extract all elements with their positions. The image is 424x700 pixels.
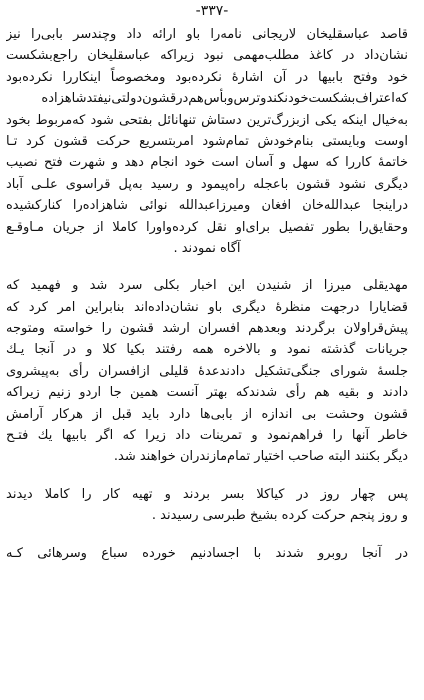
text-line: دیگر بکنند البته صاحب اختیار تمام‌مازندران خواهند شد. (113, 449, 408, 465)
text-line: جلسهٔ شورای جنگی‌تشکیل دادندعدهٔ قلیلی ازافسران رأی به‌پیشروی (6, 363, 408, 379)
body-text (6, 24, 408, 564)
paragraph-4 (6, 543, 408, 564)
text-line: جریانات گذشته نمود و بالاخره همه رفتند بکیا کلا و در آنجا یـك (6, 342, 408, 358)
text-line: به‌خیال اینکه یکی ازبزرگ‌ترین دستاش تنهانائل بفتحی شود که‌مربوط بخود (6, 112, 408, 128)
paragraph-2 (6, 275, 408, 468)
text-line: دادند و بقیه هم رأی شدندکه بهتر آنست همین جا اردو زنیم زیراکه (6, 385, 408, 401)
text-line: که‌اعتراف‌بشکست‌خودنکندوترس‌و‌بأس‌هم‌درقشون‌دولتی‌نیفتدشاهزاده (41, 91, 408, 107)
text-line: اوست وبایستی بنام‌خودش تمام‌شود امربتسریع حرکت قشون کرد تـا (6, 133, 408, 149)
text-line: و روز پنجم حرکت کرده بشیخ طبرسی رسیدند . (151, 508, 408, 524)
text-line: دراینجا عبدالله‌خان افغان ومیرزاعبدالله نوائی شاهزاده‌را کنار‌کشیده (6, 198, 408, 214)
text-line: وحقایق‌را بطور تفصیل برای‌او نقل کرده‌واورا کاملا از جریان مـاوقـع (6, 219, 408, 235)
text-line: خود وفتح بابیها در آن اشارهٔ نکرده‌بود ومخصوصاً اینکار‌را نکرده‌بود (6, 69, 408, 85)
text-line: مهدیقلی میرزا از شنیدن این اخبار بکلی سرد شد و فهمید که (6, 278, 408, 294)
text-line: قاصد عباسقلیخان لاریجانی نامه‌را باو ارائه داد وچندسر بابی‌را نیز (6, 27, 408, 42)
text-line: در آنجا روبرو شدند با اجساد‌نیم خورده سباع وسرهائی کـه (6, 545, 408, 561)
paragraph-3 (6, 484, 408, 527)
text-line: آگاه نمودند . (173, 240, 241, 256)
text-line: خاطر آنها را فراهم‌نمود و تمرینات داد زیرا که اگر بابیها یك فتـح (6, 428, 408, 444)
page-number: -٣٣٧- (195, 3, 229, 19)
paragraph-1 (6, 24, 408, 259)
text-line: قضایا‌را درجهت منظرهٔ دیگری باو نشان‌داده‌اند بنابراین امر کرد که (6, 299, 408, 315)
text-line: خاتمهٔ کار‌را که سهل و آسان است خود انجام دهد و شهرت فتح نصیب (6, 155, 408, 171)
text-line: قشون وحشت بی اندازه از بابی‌ها دارد باید قبل از هرکار آرامش (6, 406, 408, 422)
text-line: دیگری نشود قشون باعجله راه‌پیمود و رسید به‌پل قراسوی علـی آباد (6, 176, 408, 192)
text-line: پس چهار روز در کیاکلا بسر بردند و تهیه کار را کاملا دیدند (6, 486, 408, 502)
text-line: نشان‌داد در کاغذ مطلب‌مهمی نبود زیراکه عباسقلیخان راجع‌بشکست (6, 48, 408, 64)
text-line: پیش‌قراولان برگردند وبعدهم افسران ارشد قشون را خواسته ومتوجه (6, 321, 408, 337)
